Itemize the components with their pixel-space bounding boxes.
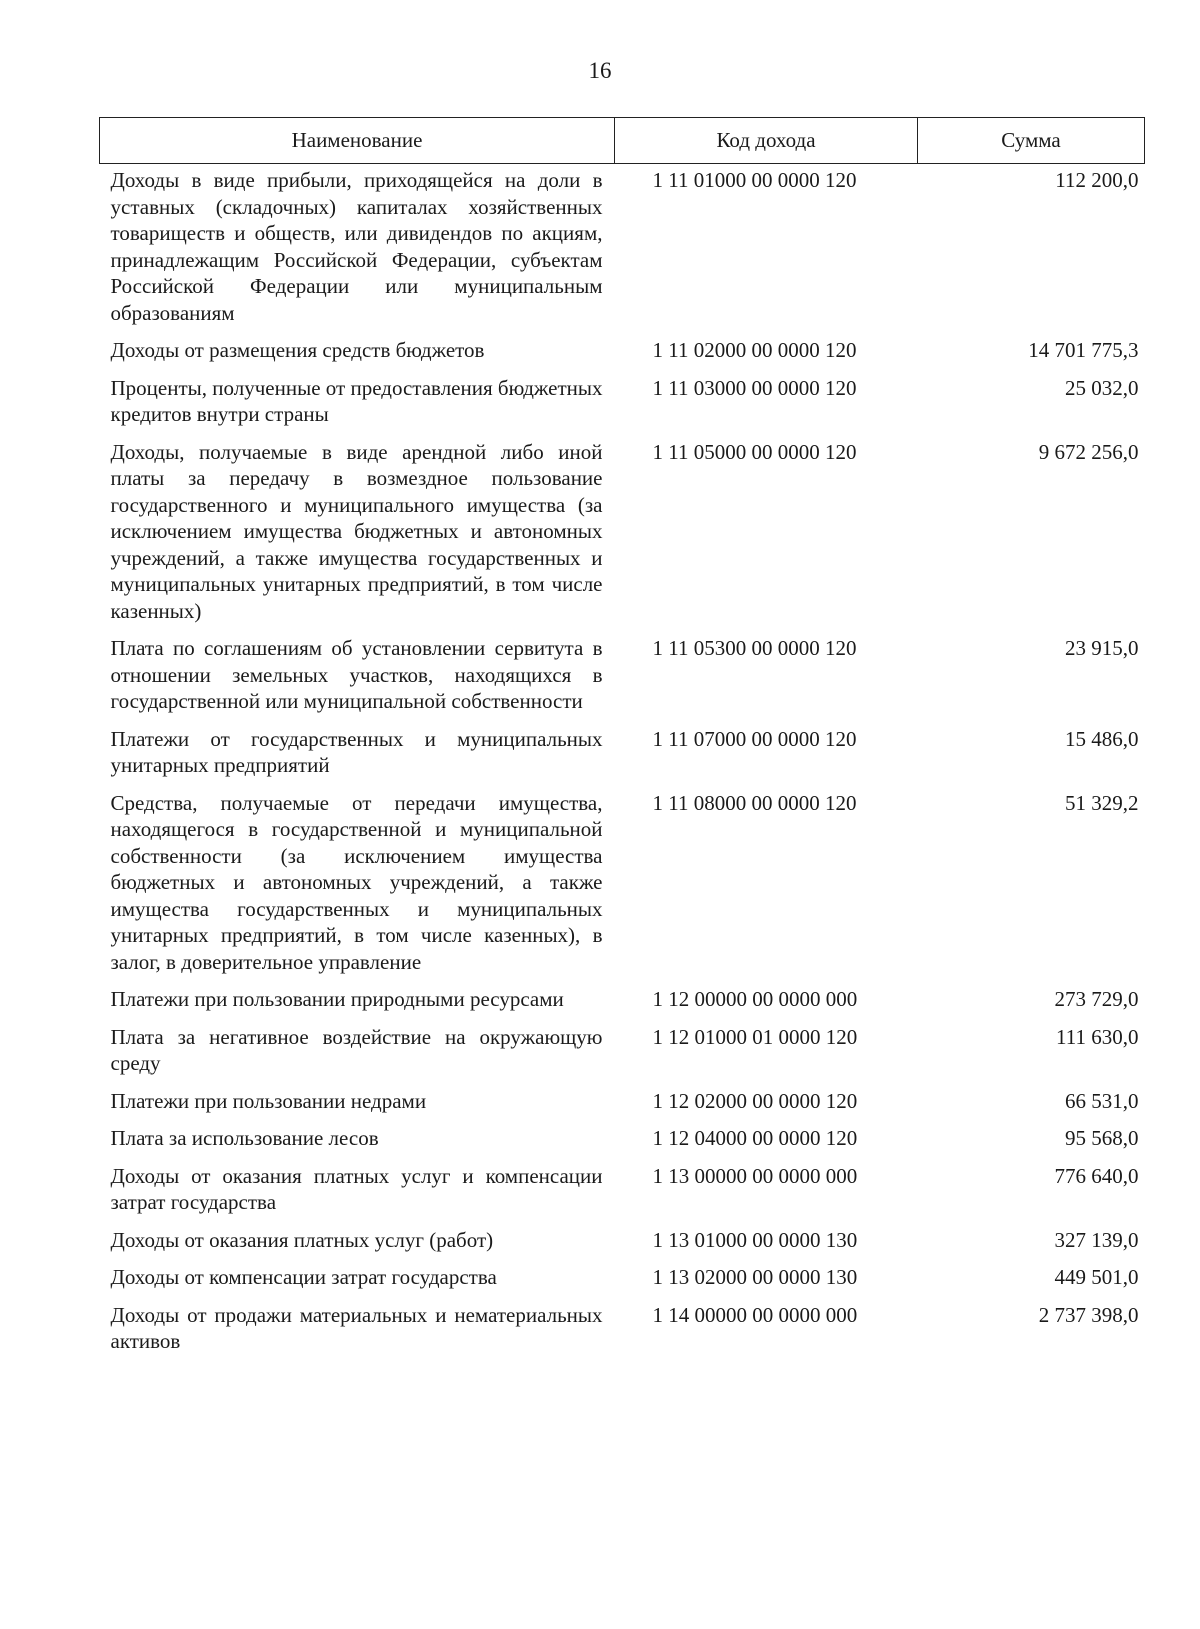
row-amount-cell: 25 032,0	[1065, 375, 1139, 400]
row-code-cell: 1 13 01000 00 0000 130	[652, 1227, 858, 1252]
table-row	[100, 1227, 1145, 1265]
table-row	[100, 1163, 1145, 1227]
row-amount-cell: 2 737 398,0	[1038, 1302, 1139, 1327]
row-amount-cell: 51 329,2	[1065, 790, 1139, 815]
table-row	[100, 790, 1145, 987]
row-name-cell: Плата за негативное воздействие на окружающую среду	[110, 1024, 603, 1075]
revenue-table	[99, 117, 1145, 1366]
header-code: Код дохода	[615, 118, 918, 164]
row-code-cell: 1 11 08000 00 0000 120	[652, 790, 857, 815]
row-amount-cell: 23 915,0	[1065, 636, 1139, 660]
row-code-cell: 1 11 03000 00 0000 120	[652, 375, 857, 400]
row-code-cell: 1 11 02000 00 0000 120	[652, 338, 857, 362]
header-amount: Сумма	[918, 118, 1145, 164]
table-header	[100, 118, 1145, 164]
table-row	[100, 635, 1145, 726]
row-amount-cell: 112 200,0	[1055, 168, 1139, 192]
row-amount-cell: 449 501,0	[1054, 1265, 1139, 1289]
row-name-cell: Доходы от размещения средств бюджетов	[110, 338, 485, 362]
row-code-cell: 1 14 00000 00 0000 000	[652, 1302, 858, 1327]
row-code-cell: 1 11 05300 00 0000 120	[652, 636, 857, 660]
table-row	[100, 439, 1145, 636]
row-code-cell: 1 12 04000 00 0000 120	[652, 1126, 858, 1150]
row-name-cell: Средства, получаемые от передачи имущества, находящегося в государственной и муниципальной собственности (за исключением имущества бюджетных и автономных учреждений, а также имущества государственных и муниципальных унитарных предприятий, в том числе казенных), в залог, в доверительное управление	[110, 790, 603, 974]
row-name-cell: Платежи при пользовании недрами	[110, 1088, 427, 1113]
row-amount-cell: 776 640,0	[1054, 1163, 1139, 1188]
row-code-cell: 1 12 01000 01 0000 120	[652, 1024, 858, 1049]
row-name-cell: Доходы от оказания платных услуг и компенсации затрат государства	[110, 1163, 603, 1214]
row-name-cell: Платежи от государственных и муниципальных унитарных предприятий	[110, 726, 603, 777]
row-name-cell: Доходы от продажи материальных и нематериальных активов	[110, 1302, 603, 1353]
row-name-cell: Плата за использование лесов	[110, 1126, 379, 1150]
row-code-cell: 1 13 02000 00 0000 130	[652, 1265, 858, 1289]
row-name-cell: Проценты, полученные от предоставления бюджетных кредитов внутри страны	[110, 375, 603, 426]
table-row	[100, 1125, 1145, 1163]
row-code-cell: 1 12 02000 00 0000 120	[652, 1088, 858, 1113]
header-name: Наименование	[100, 118, 615, 164]
table-row	[100, 986, 1145, 1024]
table-row	[100, 1302, 1145, 1366]
page-number: 16	[588, 58, 612, 83]
row-amount-cell: 66 531,0	[1065, 1088, 1139, 1113]
row-code-cell: 1 11 05000 00 0000 120	[652, 439, 857, 464]
row-code-cell: 1 12 00000 00 0000 000	[652, 987, 858, 1011]
table-row	[100, 1088, 1145, 1126]
table-row	[100, 1024, 1145, 1088]
row-amount-cell: 9 672 256,0	[1038, 439, 1139, 464]
row-amount-cell: 14 701 775,3	[1028, 338, 1139, 362]
table-row	[100, 164, 1145, 338]
row-name-cell: Доходы от компенсации затрат государства	[110, 1265, 497, 1289]
table-row	[100, 726, 1145, 790]
row-amount-cell: 111 630,0	[1056, 1024, 1139, 1049]
table-row	[100, 1264, 1145, 1302]
row-amount-cell: 327 139,0	[1054, 1227, 1139, 1252]
row-code-cell: 1 11 01000 00 0000 120	[652, 168, 857, 192]
row-amount-cell: 273 729,0	[1054, 987, 1139, 1011]
table-row	[100, 375, 1145, 439]
table-body	[100, 164, 1145, 1366]
row-name-cell: Доходы от оказания платных услуг (работ)	[110, 1227, 494, 1252]
row-name-cell: Плата по соглашениям об установлении сервитута в отношении земельных участков, находящихся в государственной или муниципальной собственности	[110, 636, 603, 713]
row-code-cell: 1 13 00000 00 0000 000	[652, 1163, 858, 1188]
row-amount-cell: 15 486,0	[1065, 726, 1139, 751]
row-name-cell: Доходы в виде прибыли, приходящейся на доли в уставных (складочных) капиталах хозяйственных товариществ и обществ, или дивидендов по акциям, принадлежащим Российской Федерации, субъектам Российской Федерации или муниципальным образованиям	[110, 168, 603, 325]
row-name-cell: Доходы, получаемые в виде арендной либо иной платы за передачу в возмездное пользование государственного и муниципального имущества (за исключением имущества бюджетных и автономных учреждений, а также имущества государственных и муниципальных унитарных предприятий, в том числе казенных)	[110, 439, 603, 623]
table-row	[100, 337, 1145, 375]
row-amount-cell: 95 568,0	[1065, 1126, 1139, 1150]
header-row	[100, 118, 1145, 164]
row-code-cell: 1 11 07000 00 0000 120	[652, 726, 857, 751]
row-name-cell: Платежи при пользовании природными ресурсами	[110, 987, 564, 1011]
